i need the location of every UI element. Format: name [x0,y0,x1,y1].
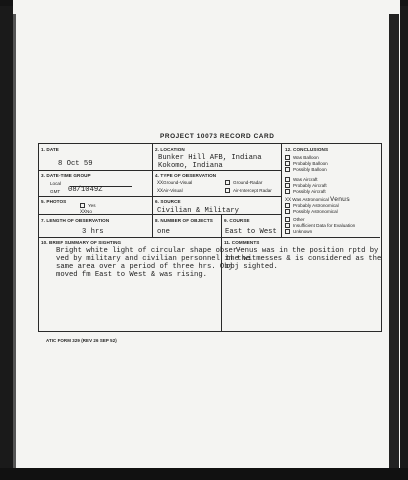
obs-ground-visual [157,180,192,186]
conclusion-text: Unknown [293,229,313,234]
obs-air-visual-text: Air-Visual [163,188,183,193]
datetime-label: 3. DATE-TIME GROUP [41,173,91,178]
conclusion-item [285,217,305,222]
checked-mark: XX [157,188,164,194]
summary-line: Bright white light of circular shape obser- [56,247,242,255]
obs-air-intercept-text: Air-Intercept Radar [233,188,272,193]
divider [38,237,380,238]
conclusion-text: Other [293,217,305,222]
objects-value: one [157,228,170,236]
scan-bottom-edge [0,468,408,480]
scan-right-strip [389,14,399,469]
obs-ground-visual-text: Ground-Visual [163,180,193,185]
course-label: 9. COURSE [224,218,250,223]
divider [38,170,281,171]
conclusion-text: Was Balloon [293,155,319,160]
length-label: 7. LENGTH OF OBSERVATION [41,218,110,223]
conclusion-item [285,155,319,160]
comments-line: Venus was in the position rptd by [236,247,379,255]
source-value: Civilian & Military [157,207,239,215]
conclusion-suffix: Venus [330,196,350,203]
conclusion-item [285,161,328,166]
location-line1: Bunker Hill AFB, Indiana [158,154,262,162]
divider [221,214,222,238]
checkbox [285,209,290,214]
date-label: 1. DATE [41,147,59,152]
conclusion-text: Possibly Balloon [293,167,327,172]
photos-label: 5. PHOTOS [41,199,67,204]
photos-yes-text: Yes [88,203,96,208]
conclusion-text: Was Aircraft [293,177,318,182]
location-label: 2. LOCATION [155,147,185,152]
conclusion-item [285,229,312,234]
card-title: PROJECT 10073 RECORD CARD [160,133,275,140]
obs-air-visual [157,188,183,194]
conclusion-text: Possibly Astronomical [293,209,338,214]
checkbox [285,223,290,228]
checkbox [285,183,290,188]
divider [38,196,281,197]
obs-ground-radar-text: Ground-Radar [233,180,263,185]
checkbox [225,188,230,193]
checked-mark: XX [80,209,87,215]
course-value: East to West [225,228,277,236]
scan-left-strip [13,14,16,469]
conclusion-item-checked [285,196,350,203]
summary-label: 10. BRIEF SUMMARY OF SIGHTING [41,240,122,245]
checkbox [225,180,230,185]
datetime-gmt-label: GMT [50,189,61,194]
form-number: ATIC FORM 329 (REV 26 SEP 52) [46,338,117,343]
summary-line: same area over a period of three hrs. Obj [56,263,233,271]
summary-line: ved by military and civilian personnel in the [56,255,251,263]
conclusion-text: Probably Balloon [293,161,328,166]
datetime-gmt-value: 08/1049Z [68,186,103,194]
conclusion-text: Probably Aircraft [293,183,327,188]
conclusion-text: Possibly Aircraft [293,189,326,194]
checkbox [285,167,290,172]
checked-mark: XX [157,180,164,186]
conclusion-text: Was Astronomical [292,197,329,202]
conclusion-text: Probably Astronomical [293,203,339,208]
conclusions-label: 12. CONCLUSIONS [285,147,329,152]
comments-line: obj sighted. [226,263,278,271]
datetime-local-label: Local [50,181,61,186]
checkbox [285,189,290,194]
comments-label: 11. COMMENTS [224,240,260,245]
conclusion-item [285,209,338,214]
conclusion-item [285,203,339,208]
comments-line: the witmesses & is considered as the [226,255,382,263]
conclusion-text: Insufficient Data for Evaluation [293,223,356,228]
photos-yes [80,203,96,208]
checkbox [80,203,85,208]
conclusion-item [285,223,355,228]
divider [281,143,282,237]
length-value: 3 hrs [82,228,104,236]
checkbox [285,217,290,222]
conclusion-item [285,189,326,194]
obs-ground-radar [225,180,262,185]
objects-label: 8. NUMBER OF OBJECTS [155,218,213,223]
date-value: 8 Oct 59 [58,160,93,168]
photos-no-text: No [86,209,92,214]
checkbox [285,161,290,166]
checkbox [285,203,290,208]
summary-line: moved fm East to West & was rising. [56,271,207,279]
source-label: 6. SOURCE [155,199,181,204]
location-line2: Kokomo, Indiana [158,162,223,170]
obs-type-label: 4. TYPE OF OBSERVATION [155,173,217,178]
obs-air-intercept [225,188,272,193]
photos-no [80,209,92,215]
conclusion-item [285,167,327,172]
checkbox [285,155,290,160]
checkbox [285,177,290,182]
checkbox [285,229,290,234]
conclusion-item [285,183,327,188]
checked-mark: XX [285,197,292,203]
conclusion-item [285,177,318,182]
divider [152,143,153,237]
